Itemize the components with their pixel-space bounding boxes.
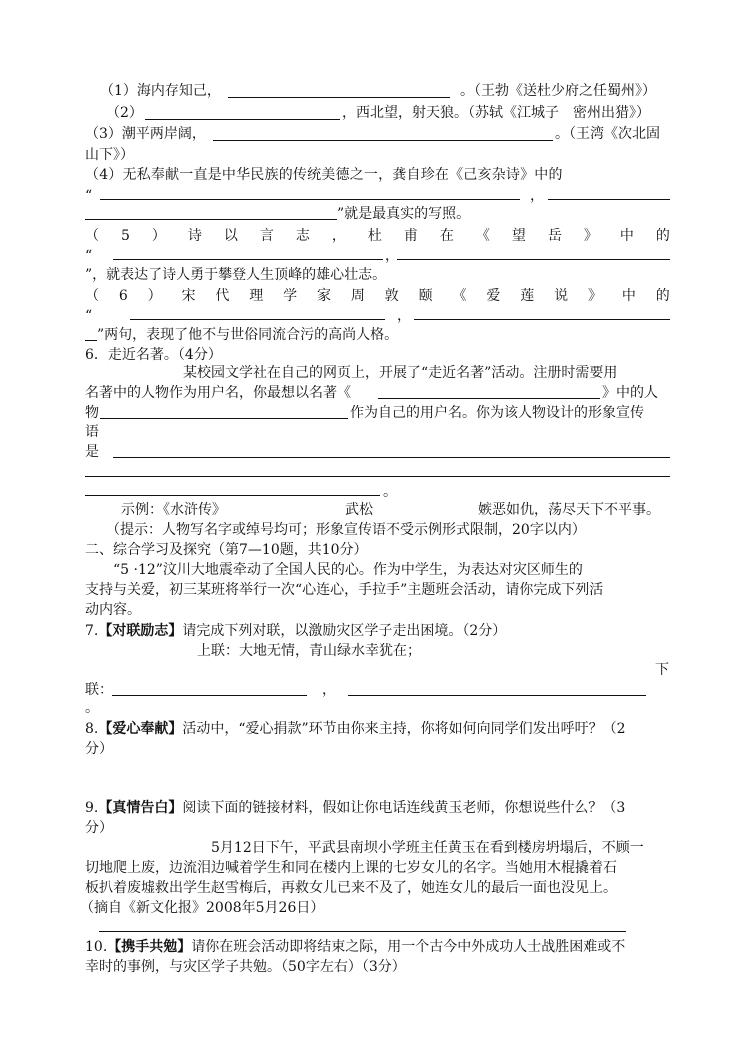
q6-example-book: 示例：《水浒传》 [121,502,226,518]
q9-tag: 【真情告白】 [98,800,183,816]
q6-title: 6．走近名著。（4分） [85,347,222,363]
q9-material-line3: 板扒着废墟救出学生赵雪梅后，再救女儿已来不及了，她连女儿的最后一面也没见上。 [85,880,617,896]
q5-item1-prefix: （1）海内存知己， [100,83,221,99]
q5-item2-source: ，西北望，射天狼。（苏轼《江城子 密州出猎》） [342,105,650,121]
q7-lower-label-2: 联： [85,682,113,698]
q5-item6-end: ”两句，表现了他不与世俗同流合污的高尚人格。 [97,327,399,343]
q7-lower-blank1[interactable] [112,695,307,696]
q6-example-character: 武松 [345,502,373,518]
q9-material-line1: 5月12日下午，平武县南坝小学班主任黄玉在看到楼房坍塌后，不顾一 [211,840,644,856]
q7-tag: 【对联励志】 [98,623,183,639]
q5-item4-blank2[interactable] [548,199,670,200]
q6-paragraph-line2: 名著中的人物作为用户名，你最想以名著《 [85,385,351,401]
q7-end: 。 [85,700,99,716]
q5-item5-comma: ， [385,248,399,264]
q5-item5-blank2[interactable] [397,259,670,260]
q5-item1-blank[interactable] [228,97,450,98]
q7-prompt: 7.【对联励志】请完成下列对联，以激励灾区学子走出困境。（2分） [85,623,507,639]
q6-slogan-blank1[interactable] [113,457,670,458]
q9-material-line2: 切地爬上废，边流泪边喊着学生和同在楼内上课的七岁女儿的名字。当她用木棍撬着石 [85,860,617,876]
q5-item6-open-quote: “ [85,308,93,324]
q6-paragraph-line5: 是 [85,444,99,460]
q9-prompt: 9.【真情告白】阅读下面的链接材料，假如让你电话连线黄玉老师，你想说些什么？（3 [85,800,626,816]
q10-prompt: 10.【携手共勉】请你在班会活动即将结束之际，用一个古今中外成功人士战胜困难或不 [85,939,626,955]
q6-character-blank[interactable] [100,418,348,419]
q5-item2-blank[interactable] [145,119,340,120]
q5-item1-source: 。（王勃《送杜少府之任蜀州》） [460,83,656,99]
q6-paragraph-line3: 作为自己的用户名。你为该人物设计的形象宣传 [350,405,644,421]
q6-slogan-blank3[interactable] [85,495,380,496]
q5-item3-source: 。（王湾《次北固 [555,126,660,142]
q5-item5-open-quote: “ [85,248,93,264]
q5-item6-blank2-cont[interactable] [85,340,97,341]
q5-item3-source-cont: 山下》） [85,147,134,163]
q5-item4-comma: ， [530,188,544,204]
section2-title: 二、综合学习及探究（第7—10题，共10分） [85,542,368,558]
q10-prompt-cont: 幸时的事例，与灾区学子共勉。（50字左右）（3分） [85,959,406,975]
q5-item3-prefix: （3）潮平两岸阔， [85,126,206,142]
q10-tag: 【携手共勉】 [107,939,192,955]
q9-answer-line[interactable] [99,931,626,932]
q5-item4-blank2-cont[interactable] [85,219,337,220]
q6-hint: （提示：人物写名字或绰号均可；形象宣传语不受示例形式限制，20字以内） [106,522,586,538]
q5-item4-text: （4）无私奉献一直是中华民族的传统美德之一，龚自珍在《己亥杂诗》中的 [85,167,563,183]
q8-tag: 【爱心奉献】 [98,721,183,737]
q5-item6-comma: ， [397,308,411,324]
q9-prompt-cont: 分） [85,820,113,836]
q5-item2-prefix: （2） [106,105,143,121]
q5-item5-blank1[interactable] [113,259,383,260]
q5-item4-open-quote: “ [85,188,93,204]
q8-prompt-cont: 分） [85,741,113,757]
q8-prompt: 8.【爱心奉献】活动中，“爱心捐款”环节由你来主持，你将如何向同学们发出呼吁？（2 [85,721,626,737]
q5-item6-blank1[interactable] [130,319,385,320]
q6-book-blank[interactable] [378,398,600,399]
q6-paragraph-line4: 语 [85,424,99,440]
q5-item6-line: （ 6 ） 宋 代 理 学 家 周 敦 颐 《 爱 莲 说 》 中 的 [85,288,670,304]
q6-slogan-end: 。 [383,484,397,500]
section2-intro-line1: “5 ·12”汶川大地震牵动了全国人民的心。作为中学生，为表达对灾区师生的 [113,562,583,578]
q5-item4-blank1[interactable] [100,199,520,200]
q6-slogan-blank2[interactable] [85,476,670,477]
q7-lower-label-1: 下 [655,662,669,678]
q5-item5-line: （ 5 ） 诗 以 言 志 ， 杜 甫 在 《 望 岳 》 中 的 [85,228,670,244]
q9-material-source: （摘自《新文化报》2008年5月26日） [80,900,325,916]
q7-upper-couplet: 上联：大地无情，青山绿水幸犹在； [197,643,421,659]
q5-item5-end: ”，就表达了诗人勇于攀登人生顶峰的雄心壮志。 [85,267,387,283]
q5-item4-end: ”就是最真实的写照。 [337,206,471,222]
section2-intro-line3: 动内容。 [85,602,141,618]
section2-intro-line2: 支持与关爱，初三某班将举行一次“心连心，手拉手”主题班会活动，请你完成下列活 [85,582,604,598]
q6-paragraph-line2-end: 》中的人 [602,385,658,401]
q5-item3-blank[interactable] [213,140,553,141]
q6-paragraph-line3-prefix: 物 [85,405,99,421]
q7-lower-blank2[interactable] [348,695,646,696]
q7-comma: ， [322,682,336,698]
q6-example-slogan: 嫉恶如仇，荡尽天下不平事。 [478,502,660,518]
q5-item6-blank2[interactable] [414,319,670,320]
q6-paragraph-line1: 某校园文学社在自己的网页上，开展了“走近名著”活动。注册时需要用 [183,365,618,381]
